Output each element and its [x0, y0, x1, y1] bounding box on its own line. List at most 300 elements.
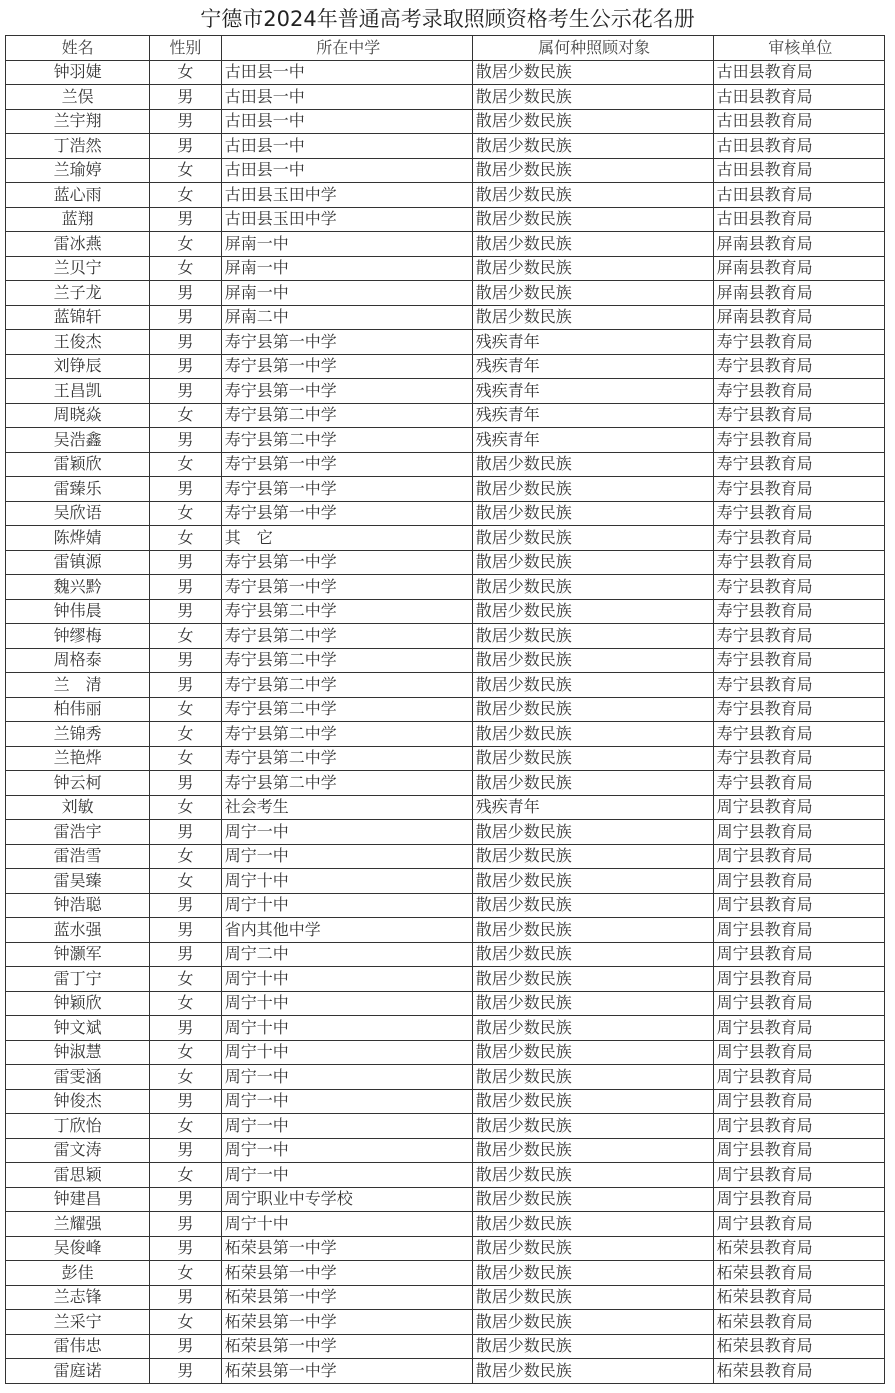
table-row [6, 232, 885, 257]
cell-school: 寿宁县第二中学 [221, 673, 472, 698]
page-title: 宁德市2024年普通高考录取照顾资格考生公示花名册 [200, 7, 695, 31]
cell-category: 残疾青年 [472, 330, 713, 355]
cell-gender: 女 [150, 526, 222, 551]
cell-review-unit: 周宁县教育局 [713, 1187, 884, 1212]
cell-name: 兰俣 [6, 85, 150, 110]
cell-category: 散居少数民族 [472, 550, 713, 575]
cell-category: 散居少数民族 [472, 109, 713, 134]
cell-name: 钟缪梅 [6, 624, 150, 649]
cell-school: 周宁一中 [221, 820, 472, 845]
cell-gender: 男 [150, 673, 222, 698]
table-row [6, 624, 885, 649]
cell-gender: 女 [150, 452, 222, 477]
cell-school: 寿宁县第一中学 [221, 501, 472, 526]
table-row [6, 550, 885, 575]
table-row [6, 183, 885, 208]
cell-name: 钟伟晨 [6, 599, 150, 624]
cell-review-unit: 周宁县教育局 [713, 820, 884, 845]
cell-school: 周宁一中 [221, 1163, 472, 1188]
cell-category: 散居少数民族 [472, 60, 713, 85]
table-row [6, 599, 885, 624]
cell-category: 散居少数民族 [472, 1114, 713, 1139]
cell-school: 柘荣县第一中学 [221, 1334, 472, 1359]
cell-gender: 女 [150, 403, 222, 428]
cell-review-unit: 周宁县教育局 [713, 869, 884, 894]
table-row [6, 330, 885, 355]
cell-school: 寿宁县第二中学 [221, 403, 472, 428]
roster-table [5, 35, 885, 1384]
cell-gender: 男 [150, 109, 222, 134]
cell-school: 柘荣县第一中学 [221, 1359, 472, 1384]
cell-category: 残疾青年 [472, 379, 713, 404]
cell-category: 散居少数民族 [472, 256, 713, 281]
cell-name: 雷昊臻 [6, 869, 150, 894]
cell-review-unit: 寿宁县教育局 [713, 673, 884, 698]
cell-category: 残疾青年 [472, 428, 713, 453]
cell-gender: 女 [150, 1040, 222, 1065]
cell-school: 寿宁县第二中学 [221, 624, 472, 649]
cell-review-unit: 寿宁县教育局 [713, 697, 884, 722]
cell-review-unit: 寿宁县教育局 [713, 746, 884, 771]
table-row [6, 722, 885, 747]
cell-gender: 男 [150, 379, 222, 404]
cell-name: 魏兴黔 [6, 575, 150, 600]
cell-name: 兰宇翔 [6, 109, 150, 134]
table-row [6, 844, 885, 869]
cell-review-unit: 古田县教育局 [713, 134, 884, 159]
cell-school: 寿宁县第一中学 [221, 575, 472, 600]
cell-gender: 男 [150, 134, 222, 159]
cell-name: 雷冰燕 [6, 232, 150, 257]
cell-gender: 男 [150, 942, 222, 967]
cell-name: 陈烨婧 [6, 526, 150, 551]
table-row [6, 673, 885, 698]
cell-school: 屏南二中 [221, 305, 472, 330]
cell-review-unit: 周宁县教育局 [713, 1089, 884, 1114]
cell-school: 周宁十中 [221, 869, 472, 894]
cell-school: 柘荣县第一中学 [221, 1261, 472, 1286]
cell-gender: 男 [150, 281, 222, 306]
cell-gender: 女 [150, 183, 222, 208]
table-row [6, 305, 885, 330]
table-row [6, 746, 885, 771]
cell-school: 寿宁县第一中学 [221, 550, 472, 575]
table-row [6, 967, 885, 992]
table-row [6, 452, 885, 477]
cell-school: 寿宁县第一中学 [221, 477, 472, 502]
column-header-review-unit: 审核单位 [713, 36, 884, 61]
cell-review-unit: 寿宁县教育局 [713, 599, 884, 624]
cell-category: 散居少数民族 [472, 820, 713, 845]
cell-school: 寿宁县第二中学 [221, 648, 472, 673]
roster-body [6, 60, 885, 1383]
cell-gender: 女 [150, 1310, 222, 1335]
cell-review-unit: 寿宁县教育局 [713, 648, 884, 673]
cell-review-unit: 寿宁县教育局 [713, 330, 884, 355]
cell-review-unit: 周宁县教育局 [713, 1016, 884, 1041]
table-header-row [6, 36, 885, 61]
cell-school: 周宁十中 [221, 967, 472, 992]
cell-school: 其 它 [221, 526, 472, 551]
cell-category: 散居少数民族 [472, 967, 713, 992]
table-row [6, 281, 885, 306]
cell-gender: 男 [150, 599, 222, 624]
cell-name: 彭佳 [6, 1261, 150, 1286]
cell-category: 散居少数民族 [472, 1163, 713, 1188]
cell-category: 散居少数民族 [472, 869, 713, 894]
cell-gender: 男 [150, 575, 222, 600]
cell-name: 周晓焱 [6, 403, 150, 428]
cell-name: 钟颖欣 [6, 991, 150, 1016]
cell-gender: 男 [150, 330, 222, 355]
cell-review-unit: 古田县教育局 [713, 183, 884, 208]
cell-school: 古田县玉田中学 [221, 207, 472, 232]
cell-school: 柘荣县第一中学 [221, 1285, 472, 1310]
cell-gender: 女 [150, 256, 222, 281]
cell-category: 残疾青年 [472, 403, 713, 428]
cell-school: 古田县一中 [221, 109, 472, 134]
cell-gender: 女 [150, 158, 222, 183]
cell-review-unit: 寿宁县教育局 [713, 379, 884, 404]
cell-name: 钟文斌 [6, 1016, 150, 1041]
cell-gender: 男 [150, 1187, 222, 1212]
cell-name: 钟灏军 [6, 942, 150, 967]
cell-category: 散居少数民族 [472, 501, 713, 526]
cell-name: 雷丁宁 [6, 967, 150, 992]
cell-review-unit: 周宁县教育局 [713, 893, 884, 918]
cell-gender: 女 [150, 1114, 222, 1139]
cell-category: 散居少数民族 [472, 1089, 713, 1114]
cell-school: 古田县一中 [221, 158, 472, 183]
cell-school: 寿宁县第二中学 [221, 428, 472, 453]
cell-category: 散居少数民族 [472, 134, 713, 159]
cell-school: 周宁二中 [221, 942, 472, 967]
cell-category: 散居少数民族 [472, 305, 713, 330]
cell-review-unit: 周宁县教育局 [713, 844, 884, 869]
cell-gender: 女 [150, 1065, 222, 1090]
cell-school: 周宁十中 [221, 893, 472, 918]
cell-school: 古田县一中 [221, 85, 472, 110]
cell-category: 散居少数民族 [472, 452, 713, 477]
cell-gender: 男 [150, 207, 222, 232]
cell-review-unit: 周宁县教育局 [713, 1040, 884, 1065]
table-row [6, 869, 885, 894]
cell-school: 屏南一中 [221, 256, 472, 281]
cell-name: 蓝水强 [6, 918, 150, 943]
cell-review-unit: 寿宁县教育局 [713, 452, 884, 477]
cell-name: 吴俊峰 [6, 1236, 150, 1261]
column-header-name: 姓名 [6, 36, 150, 61]
table-row [6, 60, 885, 85]
cell-gender: 女 [150, 624, 222, 649]
table-row [6, 648, 885, 673]
cell-school: 社会考生 [221, 795, 472, 820]
table-row [6, 1359, 885, 1384]
cell-gender: 女 [150, 844, 222, 869]
cell-name: 兰艳烨 [6, 746, 150, 771]
cell-review-unit: 寿宁县教育局 [713, 354, 884, 379]
table-row [6, 134, 885, 159]
cell-name: 王昌凯 [6, 379, 150, 404]
cell-school: 寿宁县第一中学 [221, 354, 472, 379]
cell-review-unit: 周宁县教育局 [713, 795, 884, 820]
cell-review-unit: 屏南县教育局 [713, 305, 884, 330]
table-row [6, 428, 885, 453]
cell-school: 周宁十中 [221, 1212, 472, 1237]
cell-name: 刘敏 [6, 795, 150, 820]
cell-school: 古田县一中 [221, 60, 472, 85]
table-row [6, 477, 885, 502]
cell-school: 寿宁县第二中学 [221, 771, 472, 796]
cell-review-unit: 周宁县教育局 [713, 967, 884, 992]
table-row [6, 1089, 885, 1114]
table-row [6, 256, 885, 281]
table-row [6, 820, 885, 845]
cell-review-unit: 古田县教育局 [713, 109, 884, 134]
cell-gender: 男 [150, 354, 222, 379]
table-row [6, 85, 885, 110]
cell-category: 散居少数民族 [472, 575, 713, 600]
cell-school: 周宁一中 [221, 844, 472, 869]
cell-school: 屏南一中 [221, 232, 472, 257]
cell-gender: 女 [150, 967, 222, 992]
cell-review-unit: 寿宁县教育局 [713, 771, 884, 796]
table-row [6, 1016, 885, 1041]
cell-review-unit: 寿宁县教育局 [713, 403, 884, 428]
cell-gender: 女 [150, 1163, 222, 1188]
column-header-gender: 性别 [150, 36, 222, 61]
cell-school: 寿宁县第二中学 [221, 746, 472, 771]
cell-review-unit: 寿宁县教育局 [713, 526, 884, 551]
cell-school: 寿宁县第二中学 [221, 722, 472, 747]
table-row [6, 893, 885, 918]
table-row [6, 771, 885, 796]
cell-category: 散居少数民族 [472, 722, 713, 747]
cell-category: 散居少数民族 [472, 1310, 713, 1335]
cell-gender: 女 [150, 60, 222, 85]
cell-school: 柘荣县第一中学 [221, 1236, 472, 1261]
table-row [6, 1212, 885, 1237]
cell-school: 古田县玉田中学 [221, 183, 472, 208]
table-row [6, 501, 885, 526]
cell-name: 雷颖欣 [6, 452, 150, 477]
cell-name: 雷庭诺 [6, 1359, 150, 1384]
cell-school: 周宁十中 [221, 1040, 472, 1065]
table-row [6, 697, 885, 722]
cell-review-unit: 寿宁县教育局 [713, 624, 884, 649]
cell-school: 周宁一中 [221, 1065, 472, 1090]
cell-gender: 女 [150, 869, 222, 894]
cell-review-unit: 周宁县教育局 [713, 991, 884, 1016]
cell-gender: 男 [150, 1334, 222, 1359]
cell-school: 寿宁县第一中学 [221, 452, 472, 477]
cell-school: 寿宁县第二中学 [221, 697, 472, 722]
cell-review-unit: 周宁县教育局 [713, 918, 884, 943]
cell-gender: 男 [150, 305, 222, 330]
cell-category: 散居少数民族 [472, 1285, 713, 1310]
cell-gender: 女 [150, 795, 222, 820]
table-row [6, 991, 885, 1016]
cell-name: 蓝翔 [6, 207, 150, 232]
cell-name: 钟浩聪 [6, 893, 150, 918]
cell-school: 周宁十中 [221, 991, 472, 1016]
cell-category: 散居少数民族 [472, 942, 713, 967]
cell-category: 散居少数民族 [472, 1016, 713, 1041]
cell-gender: 男 [150, 1285, 222, 1310]
cell-category: 散居少数民族 [472, 158, 713, 183]
cell-gender: 女 [150, 501, 222, 526]
cell-school: 寿宁县第二中学 [221, 599, 472, 624]
cell-name: 钟淑慧 [6, 1040, 150, 1065]
cell-review-unit: 柘荣县教育局 [713, 1261, 884, 1286]
cell-gender: 男 [150, 85, 222, 110]
cell-review-unit: 周宁县教育局 [713, 1212, 884, 1237]
table-row [6, 918, 885, 943]
cell-name: 兰锦秀 [6, 722, 150, 747]
cell-category: 散居少数民族 [472, 991, 713, 1016]
cell-name: 钟俊杰 [6, 1089, 150, 1114]
cell-school: 周宁一中 [221, 1089, 472, 1114]
table-row [6, 1285, 885, 1310]
table-row [6, 1040, 885, 1065]
cell-review-unit: 周宁县教育局 [713, 1065, 884, 1090]
cell-category: 散居少数民族 [472, 1040, 713, 1065]
cell-review-unit: 屏南县教育局 [713, 281, 884, 306]
cell-review-unit: 柘荣县教育局 [713, 1359, 884, 1384]
cell-name: 柏伟丽 [6, 697, 150, 722]
cell-review-unit: 屏南县教育局 [713, 232, 884, 257]
cell-name: 丁浩然 [6, 134, 150, 159]
cell-name: 雷思颖 [6, 1163, 150, 1188]
cell-category: 散居少数民族 [472, 771, 713, 796]
cell-gender: 男 [150, 1359, 222, 1384]
table-row [6, 942, 885, 967]
cell-category: 散居少数民族 [472, 526, 713, 551]
cell-gender: 女 [150, 1261, 222, 1286]
cell-category: 散居少数民族 [472, 918, 713, 943]
cell-category: 散居少数民族 [472, 648, 713, 673]
cell-school: 寿宁县第一中学 [221, 330, 472, 355]
cell-category: 残疾青年 [472, 795, 713, 820]
cell-name: 雷伟忠 [6, 1334, 150, 1359]
table-row [6, 1187, 885, 1212]
cell-gender: 女 [150, 991, 222, 1016]
cell-school: 屏南一中 [221, 281, 472, 306]
cell-review-unit: 古田县教育局 [713, 207, 884, 232]
table-row [6, 1261, 885, 1286]
cell-review-unit: 寿宁县教育局 [713, 575, 884, 600]
cell-review-unit: 柘荣县教育局 [713, 1285, 884, 1310]
cell-name: 王俊杰 [6, 330, 150, 355]
cell-name: 雷臻乐 [6, 477, 150, 502]
cell-name: 兰耀强 [6, 1212, 150, 1237]
cell-name: 刘铮辰 [6, 354, 150, 379]
cell-name: 兰子龙 [6, 281, 150, 306]
cell-gender: 女 [150, 722, 222, 747]
cell-gender: 男 [150, 1016, 222, 1041]
cell-category: 散居少数民族 [472, 893, 713, 918]
column-header-school: 所在中学 [221, 36, 472, 61]
cell-gender: 男 [150, 477, 222, 502]
cell-name: 雷浩雪 [6, 844, 150, 869]
cell-school: 柘荣县第一中学 [221, 1310, 472, 1335]
cell-review-unit: 寿宁县教育局 [713, 722, 884, 747]
cell-gender: 女 [150, 697, 222, 722]
cell-category: 散居少数民族 [472, 624, 713, 649]
cell-school: 周宁一中 [221, 1114, 472, 1139]
cell-category: 散居少数民族 [472, 1236, 713, 1261]
table-row [6, 795, 885, 820]
cell-name: 兰志锋 [6, 1285, 150, 1310]
cell-name: 蓝心雨 [6, 183, 150, 208]
cell-category: 散居少数民族 [472, 85, 713, 110]
cell-review-unit: 古田县教育局 [713, 60, 884, 85]
table-row [6, 1114, 885, 1139]
cell-name: 兰 清 [6, 673, 150, 698]
cell-review-unit: 寿宁县教育局 [713, 550, 884, 575]
table-row [6, 207, 885, 232]
cell-review-unit: 古田县教育局 [713, 85, 884, 110]
cell-category: 散居少数民族 [472, 1261, 713, 1286]
cell-name: 周格泰 [6, 648, 150, 673]
cell-review-unit: 周宁县教育局 [713, 1114, 884, 1139]
cell-category: 散居少数民族 [472, 599, 713, 624]
cell-gender: 男 [150, 1089, 222, 1114]
cell-gender: 男 [150, 1138, 222, 1163]
cell-review-unit: 屏南县教育局 [713, 256, 884, 281]
cell-name: 雷文涛 [6, 1138, 150, 1163]
cell-name: 雷浩宇 [6, 820, 150, 845]
cell-gender: 男 [150, 1236, 222, 1261]
cell-category: 散居少数民族 [472, 281, 713, 306]
cell-gender: 男 [150, 428, 222, 453]
cell-category: 散居少数民族 [472, 477, 713, 502]
table-row [6, 1236, 885, 1261]
table-row [6, 1065, 885, 1090]
cell-school: 省内其他中学 [221, 918, 472, 943]
cell-name: 吴欣语 [6, 501, 150, 526]
cell-category: 散居少数民族 [472, 1212, 713, 1237]
cell-name: 兰贝宁 [6, 256, 150, 281]
cell-review-unit: 寿宁县教育局 [713, 428, 884, 453]
cell-school: 古田县一中 [221, 134, 472, 159]
table-row [6, 109, 885, 134]
cell-category: 散居少数民族 [472, 1065, 713, 1090]
cell-category: 散居少数民族 [472, 746, 713, 771]
cell-name: 钟建昌 [6, 1187, 150, 1212]
cell-gender: 男 [150, 893, 222, 918]
cell-school: 周宁职业中专学校 [221, 1187, 472, 1212]
cell-category: 散居少数民族 [472, 1334, 713, 1359]
cell-gender: 男 [150, 771, 222, 796]
cell-category: 散居少数民族 [472, 673, 713, 698]
table-row [6, 1334, 885, 1359]
cell-review-unit: 古田县教育局 [713, 158, 884, 183]
cell-category: 散居少数民族 [472, 1138, 713, 1163]
cell-category: 散居少数民族 [472, 844, 713, 869]
table-row [6, 1138, 885, 1163]
cell-school: 周宁十中 [221, 1016, 472, 1041]
cell-gender: 女 [150, 746, 222, 771]
cell-school: 周宁一中 [221, 1138, 472, 1163]
cell-gender: 男 [150, 820, 222, 845]
table-row [6, 354, 885, 379]
cell-name: 吴浩鑫 [6, 428, 150, 453]
cell-gender: 男 [150, 1212, 222, 1237]
cell-name: 雷雯涵 [6, 1065, 150, 1090]
table-row [6, 379, 885, 404]
cell-name: 钟羽婕 [6, 60, 150, 85]
